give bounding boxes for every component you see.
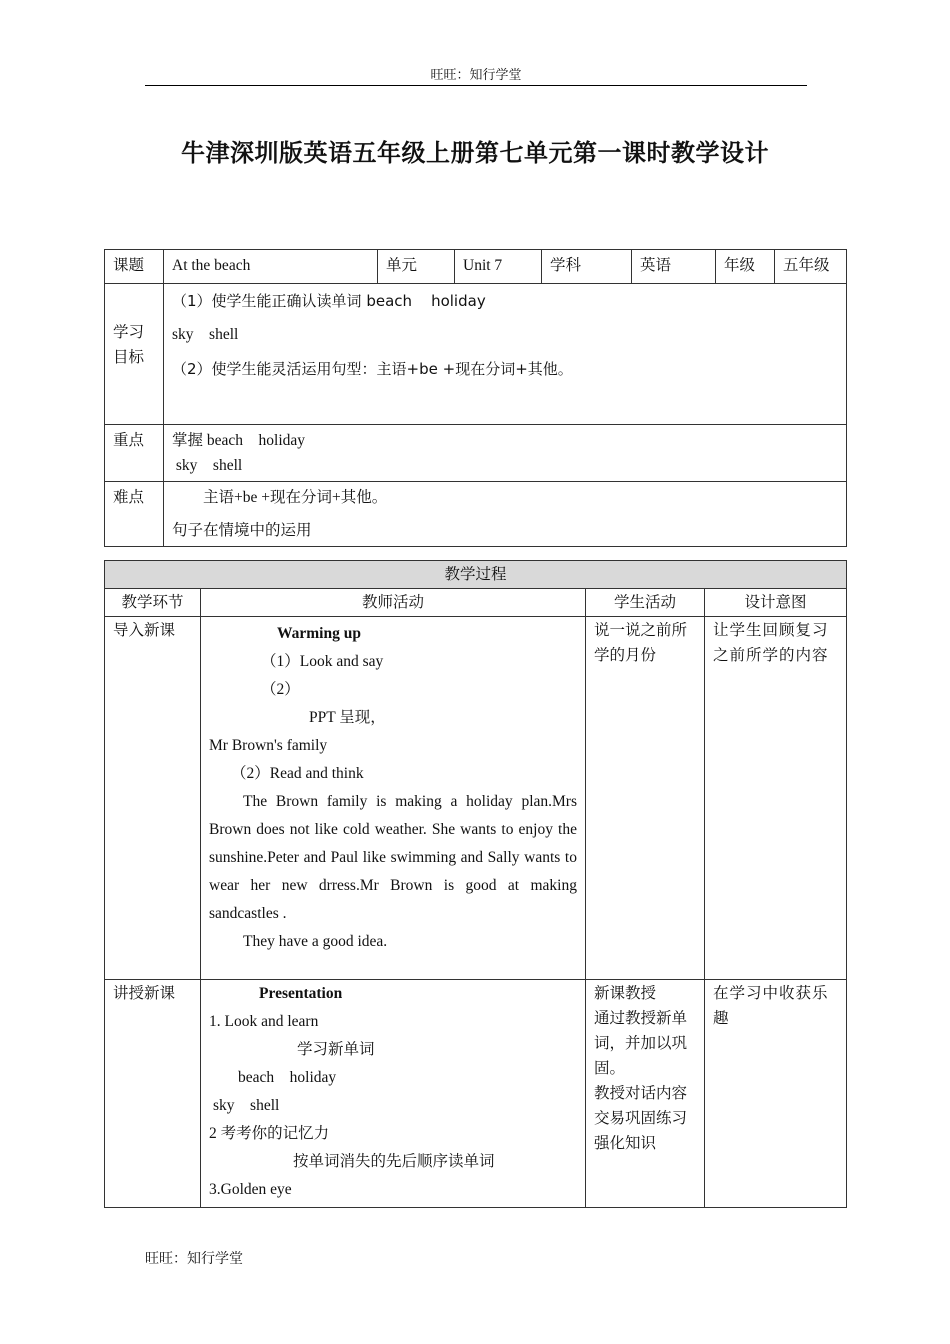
topic-label: 课题 bbox=[105, 250, 164, 284]
section-title: Warming up bbox=[277, 625, 361, 642]
objectives-label: 学习目标 bbox=[105, 284, 164, 425]
grade-label: 年级 bbox=[716, 250, 775, 284]
unit-label: 单元 bbox=[378, 250, 455, 284]
activity-line: 学习新单词 bbox=[297, 1041, 375, 1058]
activity-line: （2） bbox=[261, 681, 300, 698]
activity-line: （1）Look and say bbox=[261, 653, 384, 670]
activity-line: （2）Read and think bbox=[231, 765, 364, 782]
teacher-activity-cell bbox=[201, 980, 586, 1208]
objective-line: sky shell bbox=[172, 326, 239, 343]
student-line: 教授对话内容交易巩固练习强化知识 bbox=[594, 1085, 688, 1152]
page-footer: 旺旺：知行学堂 bbox=[145, 1252, 243, 1267]
activity-line: 1. Look and learn bbox=[209, 1013, 319, 1030]
lesson-info-table bbox=[104, 249, 847, 547]
activity-line: Mr Brown's family bbox=[209, 737, 328, 754]
student-line: 新课教授 bbox=[594, 985, 657, 1002]
objectives-cell bbox=[164, 284, 847, 425]
stage-cell: 讲授新课 bbox=[105, 980, 201, 1208]
process-caption: 教学过程 bbox=[105, 561, 847, 589]
difficulty-line: 句子在情境中的运用 bbox=[172, 522, 312, 539]
activity-line: They have a good idea. bbox=[243, 933, 388, 950]
activity-line: 按单词消失的先后顺序读单词 bbox=[293, 1153, 495, 1170]
design-intent-cell: 在学习中收获乐趣 bbox=[705, 980, 847, 1208]
activity-line: 2 考考你的记忆力 bbox=[209, 1125, 330, 1142]
stage-cell: 导入新课 bbox=[105, 617, 201, 980]
activity-line: PPT 呈现， bbox=[309, 709, 386, 726]
teacher-activity-cell bbox=[201, 617, 586, 980]
student-activity-cell: 说一说之前所学的月份 bbox=[586, 617, 705, 980]
header-student: 学生活动 bbox=[586, 589, 705, 617]
grade-value: 五年级 bbox=[775, 250, 847, 284]
page-title: 牛津深圳版英语五年级上册第七单元第一课时教学设计 bbox=[181, 139, 769, 167]
subject-label: 学科 bbox=[542, 250, 632, 284]
objective-line: （1）使学生能正确认读单词 beach holiday bbox=[172, 292, 486, 310]
student-line: 通过教授新单词，并加以巩固。 bbox=[594, 1010, 688, 1077]
difficulty-label: 难点 bbox=[105, 482, 164, 547]
key-line: 掌握 beach holiday bbox=[172, 432, 306, 449]
difficulty-cell bbox=[164, 482, 847, 547]
teaching-process-table bbox=[104, 560, 847, 1208]
header-stage: 教学环节 bbox=[105, 589, 201, 617]
subject-value: 英语 bbox=[632, 250, 716, 284]
activity-paragraph: The Brown family is making a holiday plan.Mrs Brown does not like cold weather. She wants to enjoy the sunshine.Peter and Paul like swimming and Sally wants to wear her new drress.Mr Brown is good at making sandcastles . bbox=[209, 793, 581, 922]
activity-line: sky shell bbox=[213, 1097, 280, 1114]
section-title: Presentation bbox=[259, 985, 343, 1002]
difficulty-line: 主语+be +现在分词+其他。 bbox=[172, 489, 388, 506]
topic-value: At the beach bbox=[164, 250, 378, 284]
header-teacher: 教师活动 bbox=[201, 589, 586, 617]
objective-line: （2）使学生能灵活运用句型：主语+be +现在分词+其他。 bbox=[172, 360, 573, 378]
key-cell bbox=[164, 425, 847, 482]
header-intent: 设计意图 bbox=[705, 589, 847, 617]
activity-line: 3.Golden eye bbox=[209, 1181, 292, 1198]
unit-value: Unit 7 bbox=[455, 250, 542, 284]
activity-line: beach holiday bbox=[238, 1069, 337, 1086]
design-intent-cell: 让学生回顾复习之前所学的内容 bbox=[705, 617, 847, 980]
key-line: sky shell bbox=[172, 457, 243, 474]
student-activity-cell bbox=[586, 980, 705, 1208]
page-header: 旺旺：知行学堂 bbox=[145, 64, 807, 86]
key-label: 重点 bbox=[105, 425, 164, 482]
